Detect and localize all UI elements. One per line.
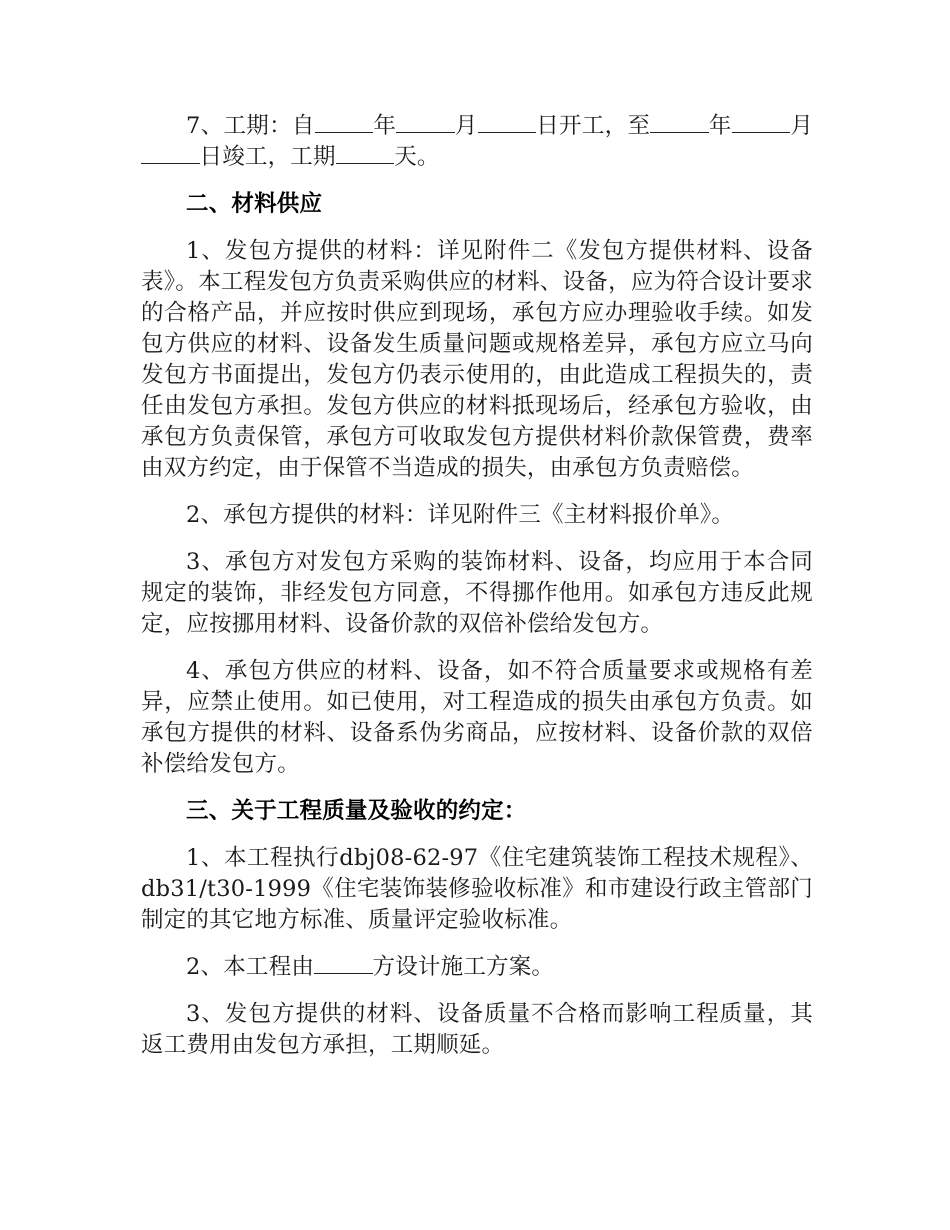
period-text-end-year: 年 [708,113,732,139]
paragraph-rework-cost: 3、发包方提供的材料、设备质量不合格而影响工程质量，其返工费用由发包方承担，工期顺延。 [141,1001,813,1058]
blank-end-day [141,162,200,164]
period-text-days: 天。 [394,144,440,170]
period-text-start: 7、工期：自 [186,113,315,139]
paragraph-design-party [141,952,813,983]
paragraph-material-quality: 4、承包方供应的材料、设备，如不符合质量要求或规格有差异，应禁止使用。如已使用，对工程造成的损失由承包方负责。如承包方提供的材料、设备系伪劣商品，应按材料、设备价款的双倍补偿给发包方。 [141,658,813,777]
blank-start-day [478,131,537,133]
period-text-year: 年 [373,113,397,139]
section-heading-quality: 三、关于工程质量及验收的约定： [186,798,527,824]
paragraph-construction-period [141,111,813,173]
blank-total-days [336,162,395,164]
blank-end-month [732,131,791,133]
paragraph-contractor-materials: 2、承包方提供的材料：详见附件三《主材料报价单》。 [186,502,735,528]
blank-design-party [314,972,373,974]
design-text-start: 2、本工程由 [186,954,315,980]
blank-end-year [650,131,709,133]
period-text-begin: 日开工，至 [536,113,651,139]
paragraph-employer-materials: 1、发包方提供的材料：详见附件二《发包方提供材料、设备表》。本工程发包方负责采购供应的材料、设备，应为符合设计要求的合格产品，并应按时供应到现场，承包方应办理验收手续。如发包方供应的材料、设备发生质量问题或规格差异，承包方应立马向发包方书面提出，发包方仍表示使用的，由此造成工程损失的，责任由发包方承担。发包方供应的材料抵现场后，经承包方验收，由承包方负责保管，承包方可收取发包方提供材料价款保管费，费率由双方约定，由于保管不当造成的损失，由承包方负责赔偿。 [141,238,813,481]
blank-start-year [315,131,374,133]
period-text-month: 月 [454,113,478,139]
paragraph-material-usage: 3、承包方对发包方采购的装饰材料、设备，均应用于本合同规定的装饰，非经发包方同意，不得挪作他用。如承包方违反此规定，应按挪用材料、设备价款的双倍补偿给发包方。 [141,549,813,637]
design-text-end: 方设计施工方案。 [372,954,555,980]
section-heading-materials: 二、材料供应 [186,191,323,217]
document-body [141,111,813,1077]
period-text-finish: 日竣工，工期 [199,144,336,170]
period-text-end-month: 月 [790,113,814,139]
blank-start-month [396,131,455,133]
paragraph-standards: 1、本工程执行dbj08-62-97《住宅建筑装饰工程技术规程》、db31/t30-1999《住宅装饰装修验收标准》和市建设行政主管部门制定的其它地方标准、质量评定验收标准。 [141,845,813,933]
